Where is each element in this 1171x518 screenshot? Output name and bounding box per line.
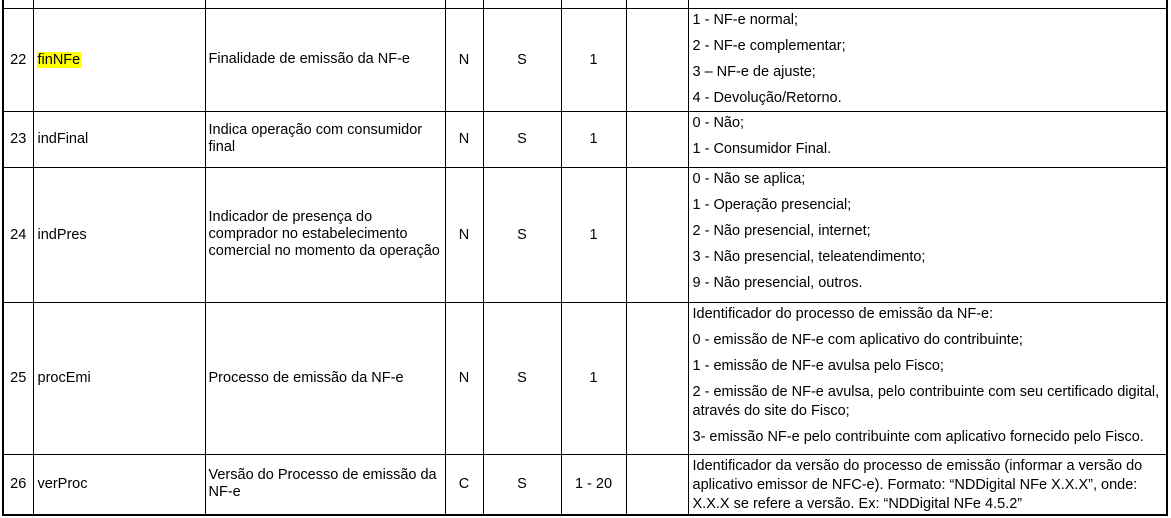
field-required-cell: S (483, 8, 561, 111)
cutoff-cell (33, 0, 205, 8)
value-line: 3- emissão NF-e pelo contribuinte com aplicativo fornecido pelo Fisco. (692, 428, 1144, 445)
cutoff-cell (483, 0, 561, 8)
value-line: 3 - Não presencial, teleatendimento; (692, 248, 926, 265)
field-values-cell (688, 111, 1167, 167)
table-row (3, 111, 1167, 167)
cutoff-row (3, 0, 1167, 8)
value-line: 1 - Consumidor Final. (692, 140, 832, 157)
observation-cell (626, 454, 688, 515)
observation-cell (626, 167, 688, 302)
value-line: 0 - Não; (692, 114, 745, 131)
field-description-cell: Indicador de presença do comprador no estabelecimento comercial no momento da operação (205, 167, 445, 302)
value-line: 2 - Não presencial, internet; (692, 222, 871, 239)
field-type-cell: C (445, 454, 483, 515)
field-name-text: indFinal (37, 131, 89, 147)
row-number-cell: 23 (3, 111, 33, 167)
value-line: 1 - emissão de NF-e avulsa pelo Fisco; (692, 357, 944, 374)
field-values-cell (688, 8, 1167, 111)
field-name-cell (33, 167, 205, 302)
value-line: Identificador da versão do processo de emissão (informar a versão do aplicativo emissor de NFC-e). Formato: “NDDigital NFe X.X.X”, onde: X.X.X se refere a versão. Ex: “NDDigital NFe 4.5.2” (692, 457, 1143, 512)
table-row (3, 167, 1167, 302)
table-row (3, 8, 1167, 111)
field-size-cell: 1 (561, 302, 626, 454)
field-type-cell: N (445, 302, 483, 454)
field-description-cell: Versão do Processo de emissão da NF-e (205, 454, 445, 515)
field-required-cell: S (483, 167, 561, 302)
table-row (3, 302, 1167, 454)
cutoff-cell (445, 0, 483, 8)
value-line: 9 - Não presencial, outros. (692, 274, 863, 291)
value-line: Identificador do processo de emissão da NF-e: (692, 305, 994, 322)
field-size-cell: 1 (561, 8, 626, 111)
field-description-cell: Indica operação com consumidor final (205, 111, 445, 167)
field-required-cell: S (483, 454, 561, 515)
cutoff-cell (561, 0, 626, 8)
observation-cell (626, 111, 688, 167)
field-name-cell (33, 454, 205, 515)
field-name-cell (33, 111, 205, 167)
cutoff-cell (688, 0, 1167, 8)
row-number-cell: 26 (3, 454, 33, 515)
field-type-cell: N (445, 167, 483, 302)
field-required-cell: S (483, 302, 561, 454)
field-values-cell (688, 454, 1167, 515)
row-number-cell: 25 (3, 302, 33, 454)
nfe-field-spec-table (2, 0, 1168, 516)
value-line: 1 - Operação presencial; (692, 196, 852, 213)
cutoff-cell (626, 0, 688, 8)
field-size-cell: 1 - 20 (561, 454, 626, 515)
field-description-cell: Finalidade de emissão da NF-e (205, 8, 445, 111)
cutoff-cell (3, 0, 33, 8)
observation-cell (626, 302, 688, 454)
value-line: 2 - emissão de NF-e avulsa, pelo contribuinte com seu certificado digital, através do site do Fisco; (692, 383, 1160, 419)
field-type-cell: N (445, 8, 483, 111)
field-type-cell: N (445, 111, 483, 167)
value-line: 1 - NF-e normal; (692, 11, 799, 28)
field-name-text: verProc (37, 476, 88, 492)
field-description-cell: Processo de emissão da NF-e (205, 302, 445, 454)
field-name-text: indPres (37, 226, 87, 243)
row-number-cell: 24 (3, 167, 33, 302)
cutoff-cell (205, 0, 445, 8)
value-line: 4 - Devolução/Retorno. (692, 89, 842, 106)
observation-cell (626, 8, 688, 111)
field-size-cell: 1 (561, 111, 626, 167)
field-size-cell: 1 (561, 167, 626, 302)
row-number-cell: 22 (3, 8, 33, 111)
value-line: 0 - emissão de NF-e com aplicativo do contribuinte; (692, 331, 1023, 348)
field-values-cell (688, 167, 1167, 302)
field-values-cell (688, 302, 1167, 454)
field-required-cell: S (483, 111, 561, 167)
field-name-cell (33, 8, 205, 111)
value-line: 0 - Não se aplica; (692, 170, 806, 187)
field-name-text: finNFe (37, 51, 81, 68)
field-name-cell (33, 302, 205, 454)
value-line: 3 – NF-e de ajuste; (692, 63, 816, 80)
value-line: 2 - NF-e complementar; (692, 37, 846, 54)
field-name-text: procEmi (37, 370, 91, 386)
table-row (3, 454, 1167, 515)
